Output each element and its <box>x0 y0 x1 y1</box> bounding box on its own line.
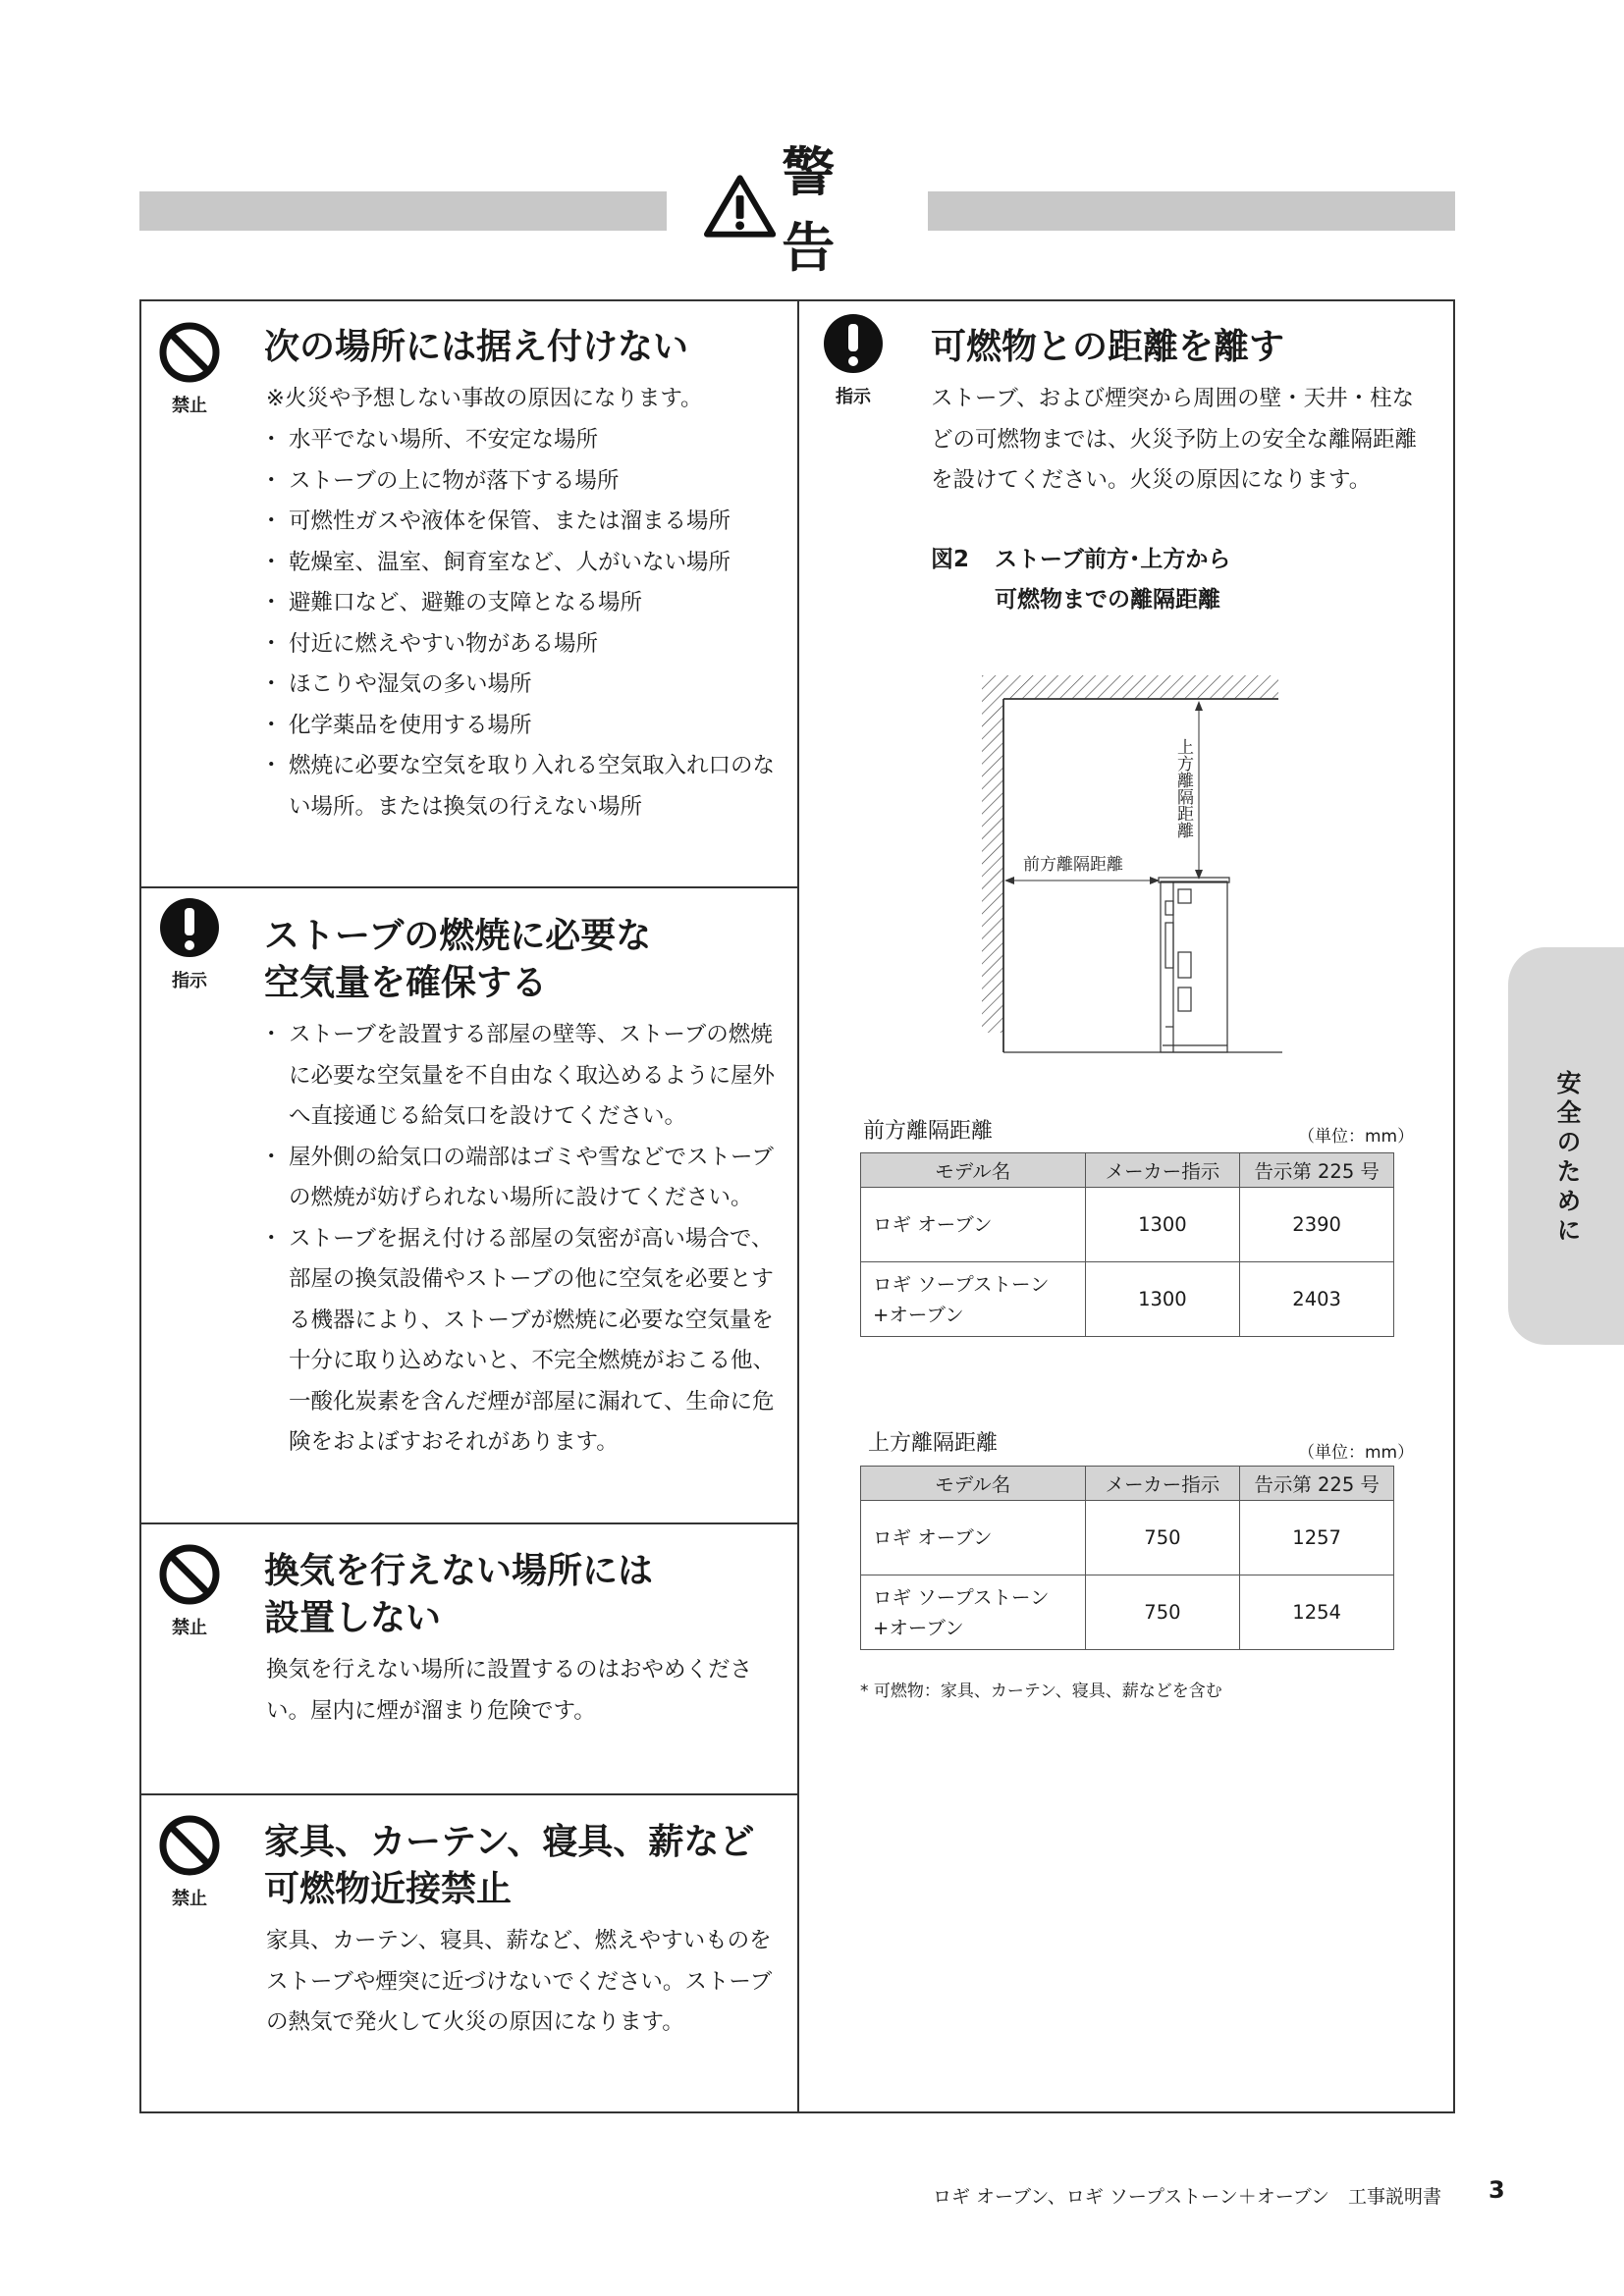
instruction-label: 指示 <box>836 387 871 407</box>
instruction-symbol <box>822 312 885 408</box>
page-number: 3 <box>1489 2176 1505 2204</box>
footer-text: ロギ オーブン、ロギ ソープストーン＋オーブン 工事説明書 <box>933 2186 1442 2208</box>
list-item: ・ 乾燥室、温室、飼育室など、人がいない場所 <box>266 543 777 584</box>
stove-drawing <box>1159 878 1229 1052</box>
instruction-symbol <box>158 896 221 992</box>
front-distance-label: 前方離隔距離 <box>1023 855 1123 875</box>
prohibit-icon <box>158 1814 221 1877</box>
section-title <box>264 1548 653 1642</box>
column-header: メーカー指示 <box>1085 1153 1240 1188</box>
prohibit-icon <box>158 321 221 384</box>
section-title-line: ストーブの燃焼に必要な <box>264 916 652 956</box>
figure-caption-line: 可燃物までの離隔距離 <box>995 587 1220 613</box>
prohibit-symbol <box>158 321 221 417</box>
maker-value: 1300 <box>1085 1188 1240 1262</box>
notice-value: 1254 <box>1240 1575 1394 1650</box>
section-body: 換気を行えない場所に設置するのはおやめください。屋内に煙が溜まり危険です。 <box>266 1657 753 1724</box>
section-title <box>264 1819 754 1913</box>
list-item: ・ ストーブを設置する部屋の壁等、ストーブの燃焼に必要な空気量を不自由なく取込めるように屋外へ直接通じる給気口を設けてください。 <box>266 1015 777 1138</box>
instruction-icon <box>822 312 885 375</box>
list-item: ・ ほこりや湿気の多い場所 <box>266 665 777 706</box>
table-row <box>861 1262 1394 1337</box>
prohibit-icon <box>158 1543 221 1606</box>
table-row <box>861 1188 1394 1262</box>
maker-value: 750 <box>1085 1575 1240 1650</box>
section-title: 次の場所には据え付けない <box>264 327 689 367</box>
location-list <box>266 420 777 828</box>
column-header: モデル名 <box>861 1467 1086 1501</box>
figure-caption-line: ストーブ前方･上方から <box>995 547 1231 572</box>
section-title-line: 設置しない <box>264 1598 442 1638</box>
prohibit-label: 禁止 <box>172 396 207 416</box>
model-line: ロギ ソープストーン <box>873 1585 1050 1609</box>
figure-number: 図2 <box>931 547 970 572</box>
model-cell <box>861 1262 1086 1337</box>
clearance-diagram <box>978 667 1302 1060</box>
list-item: ・ 可燃性ガスや液体を保管、または溜まる場所 <box>266 502 777 543</box>
instruction-icon <box>158 896 221 959</box>
warning-title: 警告 <box>782 141 838 279</box>
instruction-label: 指示 <box>172 971 207 991</box>
list-item: ・ ストーブの上に物が落下する場所 <box>266 461 777 503</box>
section-body: ストーブ、および煙突から周囲の壁・天井・柱などの可燃物までは、火災予防上の安全な離隔距離を設けてください。火災の原因になります。 <box>931 386 1418 493</box>
maker-value: 1300 <box>1085 1262 1240 1337</box>
model-cell <box>861 1575 1086 1650</box>
section-divider-1 <box>139 886 798 888</box>
unit-label: （単位：mm） <box>1298 1127 1415 1147</box>
header-bar-left <box>139 191 667 231</box>
warning-triangle-icon <box>704 174 776 239</box>
section-note: ※火災や予想しない事故の原因になります。 <box>266 386 703 411</box>
list-item: ・ 水平でない場所、不安定な場所 <box>266 420 777 461</box>
list-item: ・ ストーブを据え付ける部屋の気密が高い場合で、部屋の換気設備やストーブの他に空気を必要とする機器により、ストーブが燃焼に必要な空気量を十分に取り込めないと、不完全燃焼がおこる他、一酸化炭素を含んだ煙が部屋に漏れて、生命に危険をおよぼすおそれがあります。 <box>266 1219 777 1464</box>
column-divider <box>797 299 799 2113</box>
prohibit-symbol <box>158 1814 221 1910</box>
column-header: モデル名 <box>861 1153 1086 1188</box>
model-line: +オーブン <box>873 1303 964 1326</box>
column-header: 告示第 225 号 <box>1240 1467 1394 1501</box>
front-table-title: 前方離隔距離 <box>863 1119 994 1144</box>
maker-value: 750 <box>1085 1501 1240 1575</box>
section-title <box>264 913 651 1007</box>
warning-header <box>704 141 891 279</box>
section-title-line: 家具、カーテン、寝具、薪など <box>264 1822 755 1862</box>
prohibit-symbol <box>158 1543 221 1639</box>
model-line: ロギ ソープストーン <box>873 1272 1050 1296</box>
prohibit-label: 禁止 <box>172 1618 207 1638</box>
front-clearance-table <box>860 1152 1394 1337</box>
section-body: 家具、カーテン、寝具、薪など、燃えやすいものをストーブや煙突に近づけないでください。ストーブの熱気で発火して火災の原因になります。 <box>266 1928 773 2035</box>
list-item: ・ 付近に燃えやすい物がある場所 <box>266 624 777 666</box>
table-footnote: * 可燃物：家具、カーテン、寝具、薪などを含む <box>860 1682 1222 1701</box>
prohibit-label: 禁止 <box>172 1889 207 1909</box>
list-item: ・ 避難口など、避難の支障となる場所 <box>266 583 777 624</box>
model-cell: ロギ オーブン <box>861 1501 1086 1575</box>
wall-hatch <box>982 699 1003 1033</box>
section-title-line: 可燃物近接禁止 <box>264 1869 513 1909</box>
list-item: ・ 屋外側の給気口の端部はゴミや雪などでストーブの燃焼が妨げられない場所に設けてください。 <box>266 1138 777 1219</box>
column-header: メーカー指示 <box>1085 1467 1240 1501</box>
list-item: ・ 燃焼に必要な空気を取り入れる空気取入れ口のない場所。または換気の行えない場所 <box>266 746 777 828</box>
figure-caption <box>931 540 1230 620</box>
column-header: 告示第 225 号 <box>1240 1153 1394 1188</box>
model-line: +オーブン <box>873 1616 964 1639</box>
notice-value: 1257 <box>1240 1501 1394 1575</box>
section-title: 可燃物との距離を離す <box>931 327 1285 367</box>
header-bar-right <box>928 191 1455 231</box>
section-title-line: 換気を行えない場所には <box>264 1551 654 1591</box>
notice-value: 2390 <box>1240 1188 1394 1262</box>
section-divider-2 <box>139 1522 798 1524</box>
section-side-tab <box>1508 947 1624 1345</box>
section-divider-3 <box>139 1793 798 1795</box>
list-item: ・ 化学薬品を使用する場所 <box>266 706 777 747</box>
table-row <box>861 1501 1394 1575</box>
air-supply-list <box>266 1015 777 1464</box>
notice-value: 2403 <box>1240 1262 1394 1337</box>
ceiling-hatch <box>982 675 1278 699</box>
section-title-line: 空気量を確保する <box>264 963 548 1003</box>
top-distance-label: 上方離隔距離 <box>1173 738 1193 838</box>
model-cell: ロギ オーブン <box>861 1188 1086 1262</box>
unit-label: （単位：mm） <box>1298 1443 1415 1463</box>
table-row <box>861 1575 1394 1650</box>
top-clearance-table <box>860 1466 1394 1650</box>
top-table-title: 上方離隔距離 <box>868 1431 999 1456</box>
side-tab-label: 安全のために <box>1553 1070 1582 1247</box>
